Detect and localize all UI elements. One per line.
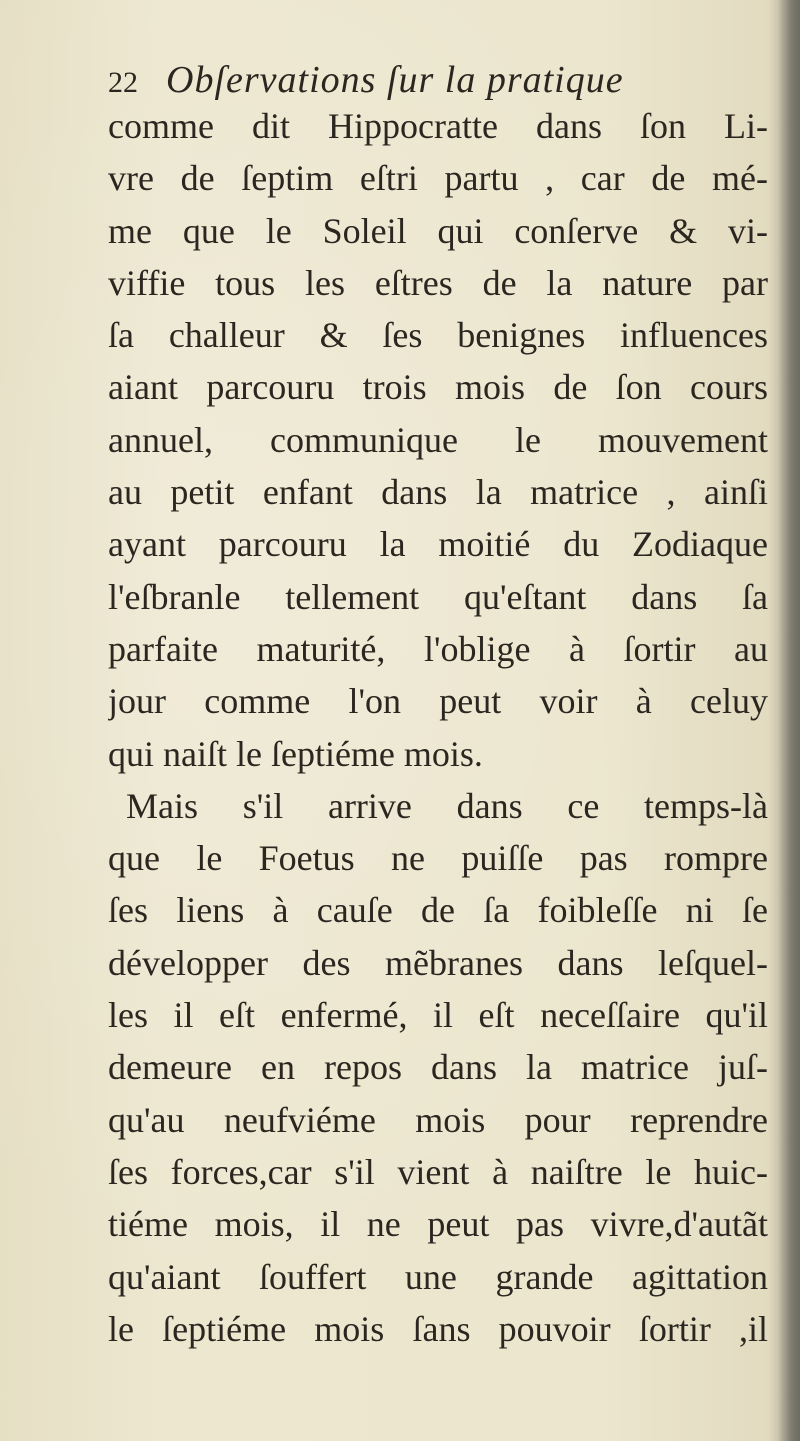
text-line: vre de ſeptim eſtri partu , car de mé- (108, 158, 768, 199)
text-line: aiant parcouru trois mois de ſon cours (108, 367, 768, 408)
text-line: viffie tous les eſtres de la nature par (108, 262, 768, 303)
text-line: comme dit Hippocratte dans ſon Li- (108, 106, 768, 146)
text-line: le ſeptiéme mois ſans pouvoir ſortir ,il (108, 1308, 768, 1349)
text-line: ſes liens à cauſe de ſa foibleſſe ni ſe (108, 890, 768, 931)
paragraph-first-line: Mais s'il arrive dans ce temps-là (126, 785, 768, 826)
text-line: qui naiſt le ſeptiéme mois. (108, 733, 483, 774)
text-line: ayant parcouru la moitié du Zodiaque (108, 524, 768, 565)
text-line: que le Foetus ne puiſſe pas rompre (108, 838, 768, 879)
text-line: au petit enfant dans la matrice , ainſi (108, 472, 768, 513)
text-line: tiéme mois, il ne peut pas vivre,d'autãt (108, 1204, 768, 1245)
text-line: ſa challeur & ſes benignes influences (108, 315, 768, 356)
text-line: jour comme l'on peut voir à celuy (108, 681, 768, 722)
text-line: qu'au neufviéme mois pour reprendre (108, 1099, 768, 1140)
text-line: parfaite maturité, l'oblige à ſortir au (108, 628, 768, 669)
page-number: 22 (108, 66, 138, 99)
text-line: annuel, communique le mouvement (108, 419, 768, 460)
text-line: me que le Soleil qui conſerve & vi- (108, 210, 768, 251)
page-edge-shadow (778, 0, 800, 1441)
text-line: ſes forces,car s'il vient à naiſtre le huic- (108, 1151, 768, 1192)
text-line: demeure en repos dans la matrice juſ- (108, 1047, 768, 1088)
text-line: développer des mẽbranes dans leſquel- (108, 942, 768, 983)
text-line: l'eſbranle tellement qu'eſtant dans ſa (108, 576, 768, 617)
body-text (108, 100, 768, 1355)
text-line: qu'aiant ſouffert une grande agittation (108, 1256, 768, 1297)
running-title: Obſervations ſur la pratique (166, 59, 624, 101)
text-line: les il eſt enfermé, il eſt neceſſaire qu'il (108, 995, 768, 1036)
